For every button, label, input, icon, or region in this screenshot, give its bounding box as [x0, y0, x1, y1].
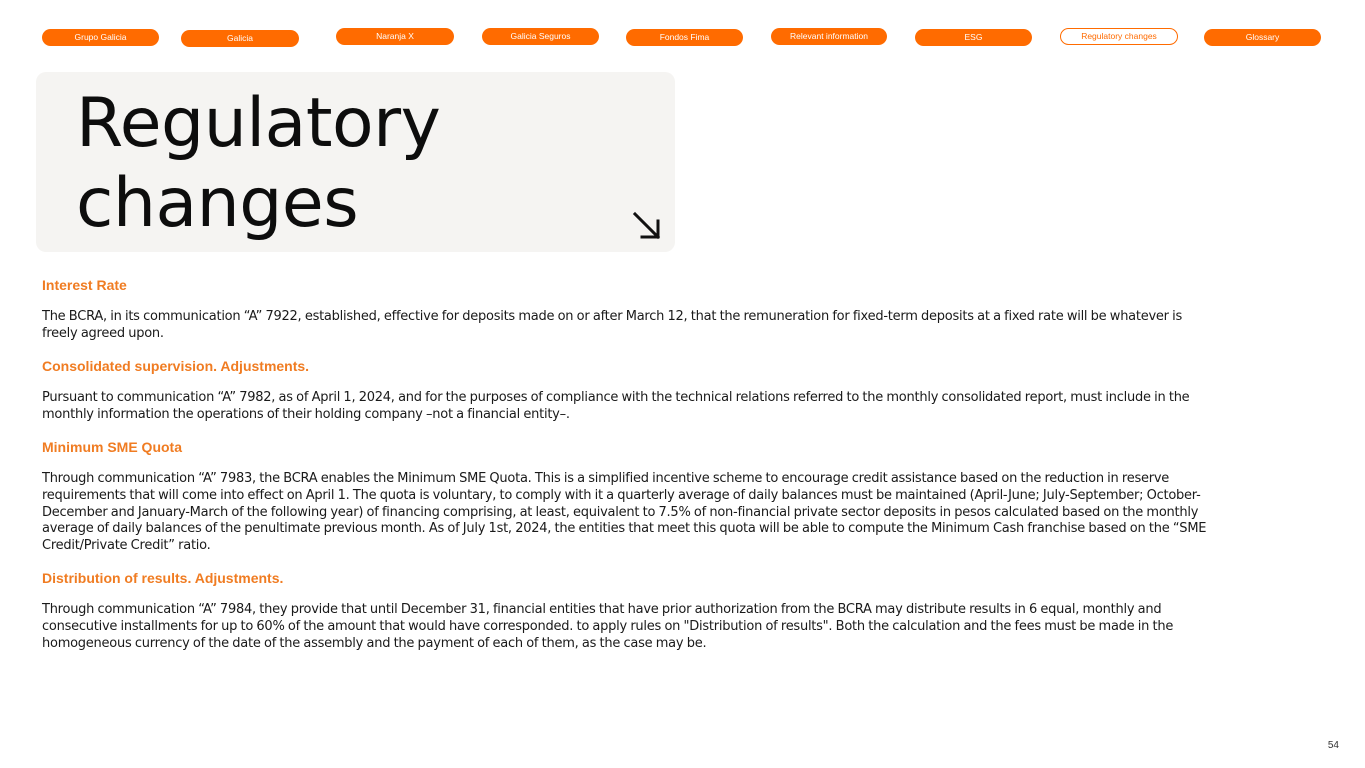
page-number: 54	[1327, 740, 1339, 751]
nav-tab-galicia[interactable]: Galicia	[181, 30, 299, 47]
page-title-line-1: Regulatory	[76, 84, 441, 163]
nav-tab-naranja-x[interactable]: Naranja X	[336, 28, 454, 45]
section-heading-interest-rate: Interest Rate	[42, 277, 127, 293]
section-body-distribution-of-results: Through communication “A” 7984, they provide that until December 31, financial entities that have prior authorization from the BCRA may distribute results in 6 equal, monthly and consecutive installments for up to 60% of the amount that would have corresponded. to apply rules on "Distribution of results". Both the calculation and the fees must be made in the homogeneous currency of the date of the assembly and the payment of each of them, as the case may be.	[42, 602, 1174, 651]
section-body-consolidated-supervision: Pursuant to communication “A” 7982, as of April 1, 2024, and for the purposes of compliance with the technical relations referred to the monthly consolidated report, must include in the monthly information the operations of their holding company –not a financial entity–.	[42, 390, 1190, 422]
section-body-interest-rate: The BCRA, in its communication “A” 7922, established, effective for deposits made on or after March 12, that the remuneration for fixed-term deposits at a fixed rate will be whatever is freely agreed upon.	[42, 309, 1183, 341]
page-title	[76, 84, 440, 244]
regulatory-content	[42, 276, 1217, 667]
page-title-line-2: changes	[76, 164, 359, 243]
arrow-down-right-icon	[631, 210, 663, 242]
top-navigation	[0, 27, 1365, 49]
section-heading-distribution-of-results: Distribution of results. Adjustments.	[42, 570, 284, 587]
title-card	[36, 72, 675, 252]
nav-tab-glossary[interactable]: Glossary	[1204, 29, 1321, 46]
nav-tab-grupo-galicia[interactable]: Grupo Galicia	[42, 29, 159, 46]
nav-tab-galicia-seguros[interactable]: Galicia Seguros	[482, 28, 599, 45]
nav-tab-relevant-information[interactable]: Relevant information	[771, 28, 887, 45]
section-heading-minimum-sme-quota: Minimum SME Quota	[42, 439, 182, 456]
nav-tab-esg[interactable]: ESG	[915, 29, 1032, 46]
section-body-minimum-sme-quota: Through communication “A” 7983, the BCRA enables the Minimum SME Quota. This is a simplified incentive scheme to encourage credit assistance based on the reduction in reserve requirements that will come into effect on April 1. The quota is voluntary, to comply with it a quarterly average of daily balances must be maintained (April-June; July-September; October-December and January-March of the following year) of financing comprising, at least, equivalent to 7.5% of non-financial private sector deposits in pesos calculated based on the monthly average of daily balances of the penultimate previous month. As of July 1st, 2024, the entities that meet this quota will be able to compute the Minimum Cash franchise based on the “SME Credit/Private Credit” ratio.	[42, 471, 1207, 553]
section-heading-consolidated-supervision: Consolidated supervision. Adjustments.	[42, 358, 310, 375]
nav-tab-fondos-fima[interactable]: Fondos Fima	[626, 29, 743, 46]
nav-tab-regulatory-changes[interactable]: Regulatory changes	[1060, 28, 1178, 45]
